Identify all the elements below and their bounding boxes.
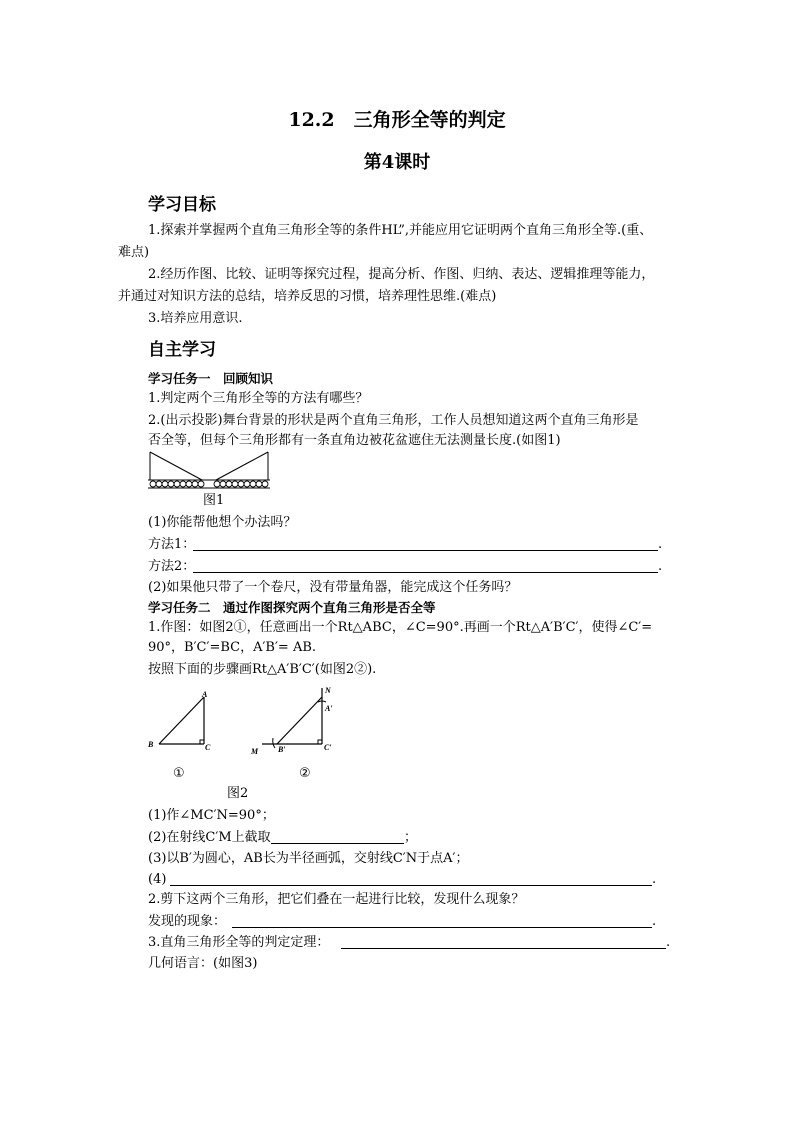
label-C: C	[205, 743, 211, 752]
label-B-prime: B′	[278, 745, 286, 754]
task2-question1-line1: 1.作图：如图2①，任意画出一个Rt△ABC，∠C=90°.再画一个Rt△A′B′C′，使得∠C′=	[148, 620, 653, 635]
finding-period: .	[652, 914, 657, 929]
finding-answer-line[interactable]	[232, 927, 652, 928]
step-4-label: (4)	[148, 872, 167, 887]
step-2-label: (2)在射线C′M上截取	[148, 830, 271, 845]
goal-line-3: 2.经历作图、比较、证明等探究过程，提高分析、作图、归纳、表达、逻辑推理等能力，	[148, 267, 655, 282]
goal-line-5: 3.培养应用意识.	[148, 311, 243, 326]
task1-sub2: (2)如果他只带了一个卷尺，没有带量角器，能完成这个任务吗？	[148, 580, 518, 595]
step-4-answer-line[interactable]	[170, 885, 652, 886]
task2-question1-line2: 90°，B′C′=BC，A′B′= AB.	[148, 640, 317, 655]
self-study-heading: 自主学习	[148, 340, 216, 360]
method1-answer-line[interactable]	[193, 550, 658, 551]
method2-answer-line[interactable]	[193, 572, 658, 573]
task2-question1-line3: 按照下面的步骤画Rt△A′B′C′(如图2②).	[148, 662, 377, 677]
figure-1-stage-diagram	[148, 450, 272, 492]
step-2-end: ；	[404, 830, 418, 845]
step-1: (1)作∠MC′N=90°；	[148, 808, 275, 823]
goal-line-2: 难点)	[118, 245, 150, 260]
task1-question1: 1.判定两个三角形全等的方法有哪些？	[148, 391, 369, 406]
label-N: N	[325, 686, 331, 695]
label-A-prime: A′	[325, 704, 333, 713]
goal-line-1: 1.探索并掌握两个直角三角形全等的条件HL”,并能应用它证明两个直角三角形全等.(重、	[148, 223, 653, 238]
goals-heading: 学习目标	[148, 195, 216, 215]
task1-title: 学习任务一 回顾知识	[148, 371, 274, 386]
figure-2-triangles	[140, 684, 350, 784]
label-M: M	[251, 747, 259, 756]
page-subtitle: 第4课时	[363, 152, 431, 173]
page-title: 12.2 三角形全等的判定	[288, 109, 506, 131]
step-3: (3)以B′为圆心，AB长为半径画弧，交射线C′N于点A′；	[148, 851, 469, 866]
label-C-prime: C′	[324, 743, 332, 752]
method2-label: 方法2：	[148, 559, 196, 574]
theorem-period: .	[666, 935, 671, 950]
method2-period: .	[658, 559, 663, 574]
figure-1-caption: 图1	[203, 493, 225, 508]
task2-question2: 2.剪下这两个三角形，把它们叠在一起进行比较，发现什么现象？	[148, 892, 525, 907]
method1-period: .	[658, 537, 663, 552]
task2-question3: 3.直角三角形全等的判定定理：	[148, 935, 330, 950]
goal-line-4: 并通过对知识方法的总结，培养反思的习惯，培养理性思维.(难点)	[118, 289, 497, 304]
figure-2-marker-2: ②	[299, 766, 311, 781]
geometric-language: 几何语言：(如图3)	[148, 956, 258, 971]
finding-label: 发现的现象：	[148, 914, 227, 929]
task2-title: 学习任务二 通过作图探究两个直角三角形是否全等	[148, 600, 436, 615]
task1-question2-line1: 2.(出示投影)舞台背景的形状是两个直角三角形，工作人员想知道这两个直角三角形是	[148, 413, 639, 428]
method1-label: 方法1：	[148, 537, 196, 552]
task1-sub1: (1)你能帮他想个办法吗？	[148, 515, 297, 530]
theorem-answer-line[interactable]	[341, 948, 666, 949]
task1-question2-line2: 否全等，但每个三角形都有一条直角边被花盆遮住无法测量长度.(如图1)	[148, 433, 561, 448]
step-2-answer-line[interactable]	[271, 843, 404, 844]
figure-2-caption: 图2	[227, 786, 249, 801]
label-A: A	[202, 690, 208, 699]
step-4-period: .	[652, 872, 657, 887]
label-B: B	[148, 740, 154, 749]
figure-2-marker-1: ①	[173, 766, 185, 781]
